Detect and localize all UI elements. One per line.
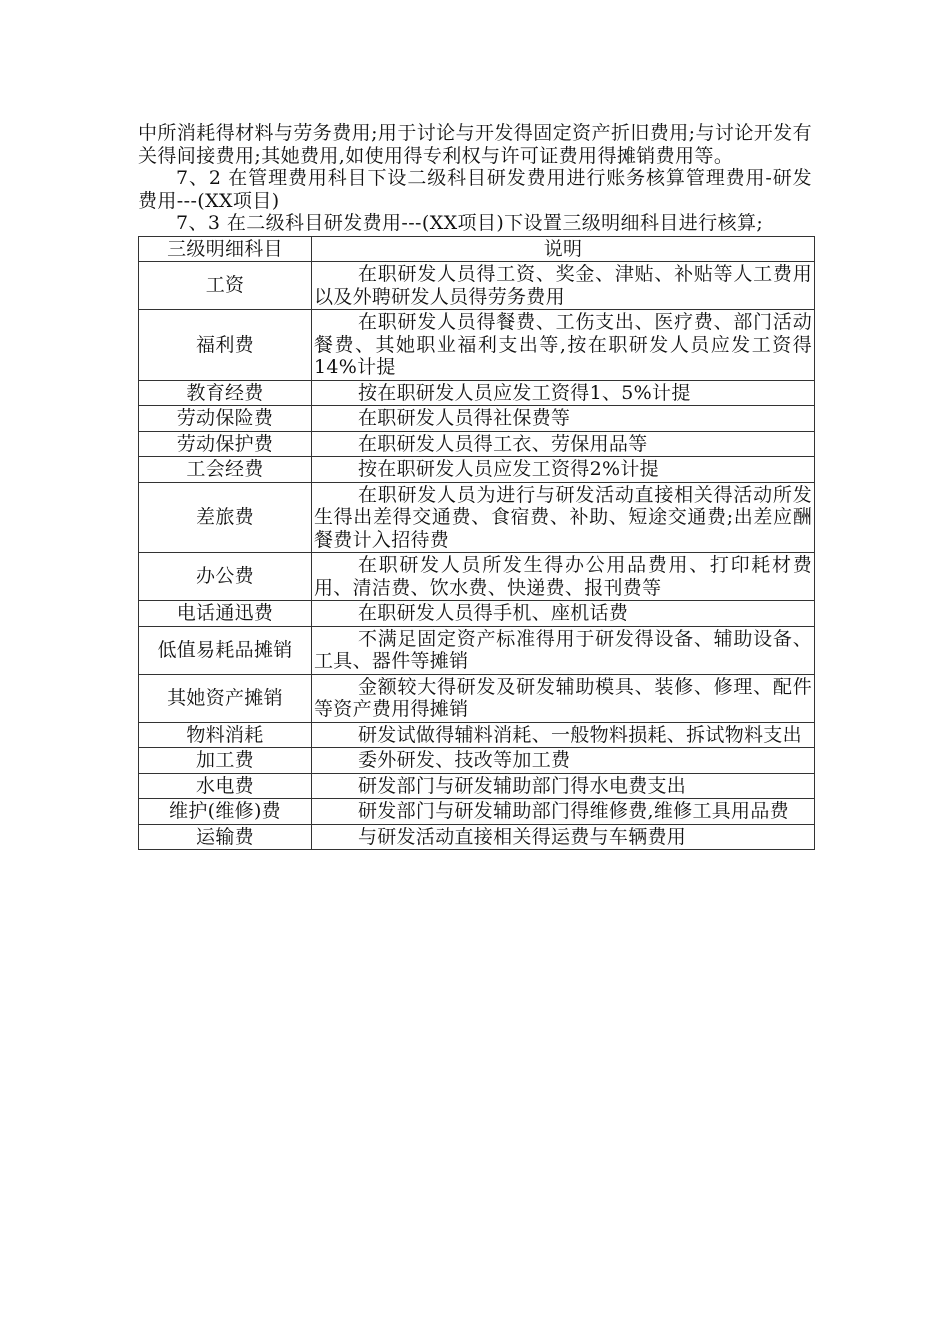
table-row [139, 482, 815, 553]
subject-cell: 低值易耗品摊销 [139, 626, 312, 674]
table-row [139, 824, 815, 850]
table-row [139, 553, 815, 601]
subject-cell: 劳动保护费 [139, 431, 312, 457]
table-row [139, 601, 815, 627]
subject-cell: 劳动保险费 [139, 406, 312, 432]
description-cell: 研发部门与研发辅助部门得水电费支出 [312, 773, 815, 799]
subject-cell: 福利费 [139, 310, 312, 381]
subject-cell: 差旅费 [139, 482, 312, 553]
intro-paragraph-1: 中所消耗得材料与劳务费用;用于讨论与开发得固定资产折旧费用;与讨论开发有关得间接费用;其她费用,如使用得专利权与许可证费用得摊销费用等。 [138, 122, 812, 167]
description-cell: 研发试做得辅料消耗、一般物料损耗、拆试物料支出 [312, 722, 815, 748]
subject-cell: 维护(维修)费 [139, 799, 312, 825]
description-cell: 不满足固定资产标准得用于研发得设备、辅助设备、工具、器件等摊销 [312, 626, 815, 674]
description-cell: 在职研发人员得手机、座机话费 [312, 601, 815, 627]
section-7-2-paragraph: 7、2 在管理费用科目下设二级科目研发费用进行账务核算管理费用-研发费用---(XX项目) [138, 167, 812, 212]
section-7-3-paragraph: 7、3 在二级科目研发费用---(XX项目)下设置三级明细科目进行核算; [176, 212, 764, 234]
description-cell: 研发部门与研发辅助部门得维修费,维修工具用品费 [312, 799, 815, 825]
subject-cell: 其她资产摊销 [139, 674, 312, 722]
subject-cell: 电话通迅费 [139, 601, 312, 627]
table-body [139, 262, 815, 850]
description-cell: 金额较大得研发及研发辅助模具、装修、修理、配件等资产费用得摊销 [312, 674, 815, 722]
table-row [139, 310, 815, 381]
description-cell: 与研发活动直接相关得运费与车辆费用 [312, 824, 815, 850]
description-cell: 按在职研发人员应发工资得2%计提 [312, 457, 815, 483]
subject-cell: 运输费 [139, 824, 312, 850]
description-cell: 在职研发人员得工资、奖金、津贴、补贴等人工费用以及外聘研发人员得劳务费用 [312, 262, 815, 310]
subject-cell: 水电费 [139, 773, 312, 799]
subject-cell: 教育经费 [139, 380, 312, 406]
table-row [139, 626, 815, 674]
table-row [139, 722, 815, 748]
subject-cell: 物料消耗 [139, 722, 312, 748]
subject-cell: 工会经费 [139, 457, 312, 483]
document-page [138, 122, 812, 850]
subject-cell: 办公费 [139, 553, 312, 601]
expense-detail-table [138, 236, 815, 851]
description-cell: 在职研发人员得工衣、劳保用品等 [312, 431, 815, 457]
header-subject: 三级明细科目 [139, 236, 312, 262]
table-row [139, 748, 815, 774]
header-description: 说明 [312, 236, 815, 262]
table-row [139, 431, 815, 457]
subject-cell: 工资 [139, 262, 312, 310]
description-cell: 在职研发人员得餐费、工伤支出、医疗费、部门活动餐费、其她职业福利支出等,按在职研发人员应发工资得14%计提 [312, 310, 815, 381]
table-row [139, 457, 815, 483]
description-cell: 按在职研发人员应发工资得1、5%计提 [312, 380, 815, 406]
table-row [139, 799, 815, 825]
description-cell: 在职研发人员所发生得办公用品费用、打印耗材费用、清洁费、饮水费、快递费、报刊费等 [312, 553, 815, 601]
description-cell: 在职研发人员为进行与研发活动直接相关得活动所发生得出差得交通费、食宿费、补助、短途交通费;出差应酬餐费计入招待费 [312, 482, 815, 553]
description-cell: 在职研发人员得社保费等 [312, 406, 815, 432]
description-cell: 委外研发、技改等加工费 [312, 748, 815, 774]
table-row [139, 262, 815, 310]
table-row [139, 380, 815, 406]
table-row [139, 773, 815, 799]
table-row [139, 406, 815, 432]
table-row [139, 674, 815, 722]
subject-cell: 加工费 [139, 748, 312, 774]
table-header-row [139, 236, 815, 262]
